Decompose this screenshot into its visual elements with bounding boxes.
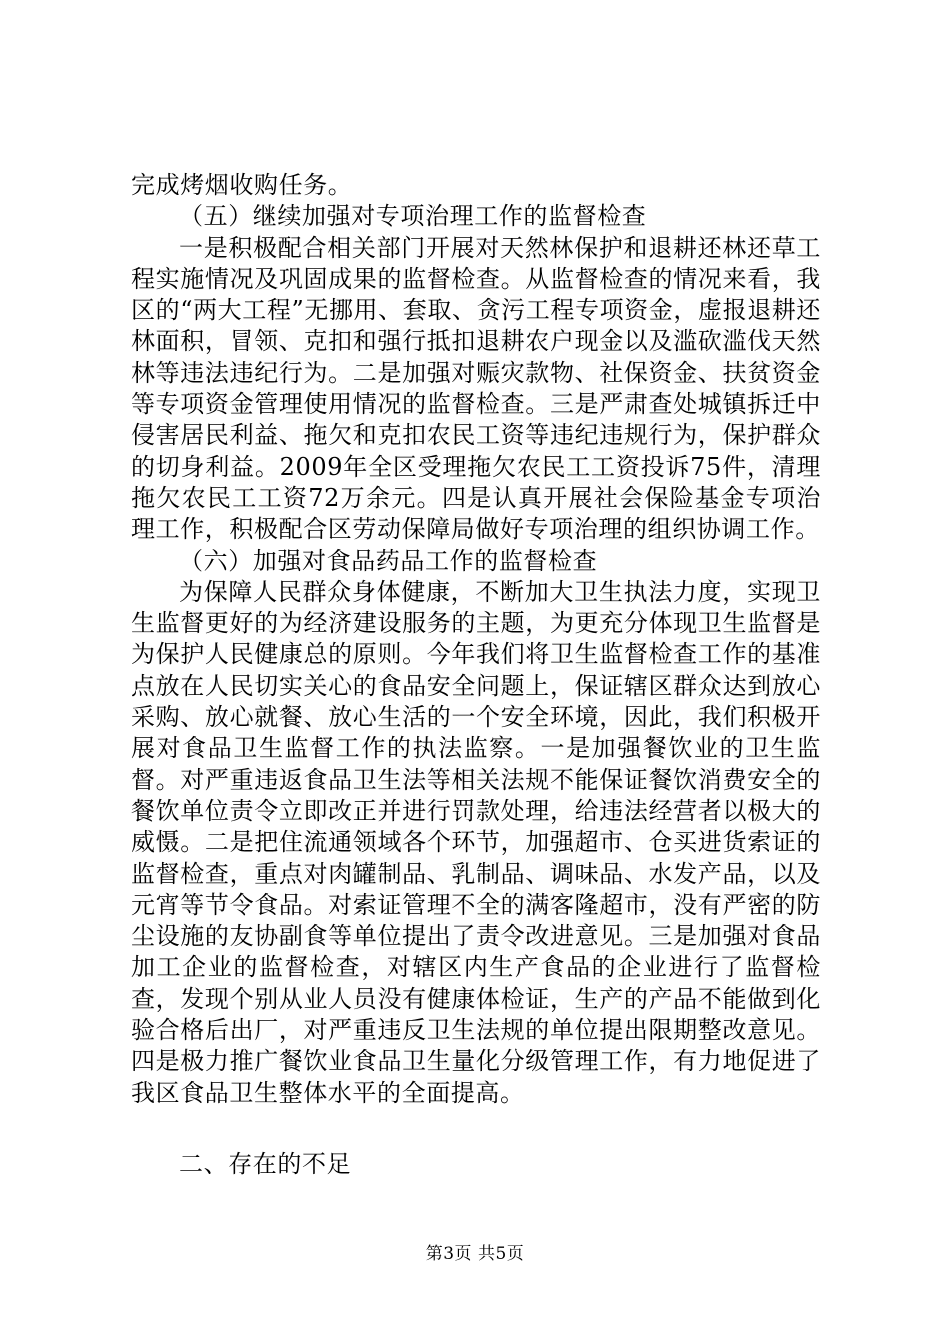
body-paragraph: 完成烤烟收购任务。 bbox=[131, 171, 353, 199]
body-paragraph: （五）继续加强对专项治理工作的监督检查 bbox=[179, 202, 647, 231]
page-number-footer: 第3页 共5页 bbox=[425, 1244, 525, 1264]
body-paragraph: 一是积极配合相关部门开展对天然林保护和退耕还林还草工程实施情况及巩固成果的监督检查。从监督检查的情况来看，我区的“两大工程”无挪用、套取、贪污工程专项资金，虚报退耕还林面积，冒领、克扣和强行抵扣退耕农户现金以及滥砍滥伐天然林等违法违纪行为。二是加强对赈灾款物、社保资金、扶贫资金等专项资金管理使用情况的监督检查。三是严肃查处城镇拆迁中侵害居民利益、拖欠和克扣农民工资等违纪违规行为，保护群众的切身利益。2009年全区受理拖欠农民工工资投诉75件，清理拖欠农民工工资72万余元。四是认真开展社会保险基金专项治理工作，积极配合区劳动保障局做好专项治理的组织协调工作。 bbox=[131, 233, 821, 544]
document-body bbox=[131, 170, 821, 1109]
section-heading: 二、存在的不足 bbox=[179, 1150, 352, 1178]
body-paragraph: 为保障人民群众身体健康，不断加大卫生执法力度，实现卫生监督更好的为经济建设服务的主题，为更充分体现卫生监督是为保护人民健康总的原则。今年我们将卫生监督检查工作的基准点放在人民切实关心的食品安全问题上，保证辖区群众达到放心采购、放心就餐、放心生活的一个安全环境，因此，我们积极开展对食品卫生监督工作的执法监察。一是加强餐饮业的卫生监督。对严重违返食品卫生法等相关法规不能保证餐饮消费安全的餐饮单位责令立即改正并进行罚款处理，给违法经营者以极大的威慑。二是把住流通领域各个环节，加强超市、仓买进货索证的监督检查，重点对肉罐制品、乳制品、调味品、水发产品，以及元宵等节令食品。对索证管理不全的满客隆超市，没有严密的防尘设施的友协副食等单位提出了责令改进意见。三是加强对食品加工企业的监督检查，对辖区内生产食品的企业进行了监督检查，发现个别从业人员没有健康体检证，生产的产品不能做到化验合格后出厂，对严重违反卫生法规的单位提出限期整改意见。四是极力推广餐饮业食品卫生量化分级管理工作，有力地促进了我区食品卫生整体水平的全面提高。 bbox=[131, 577, 821, 1107]
body-paragraph: （六）加强对食品药品工作的监督检查 bbox=[179, 546, 598, 575]
